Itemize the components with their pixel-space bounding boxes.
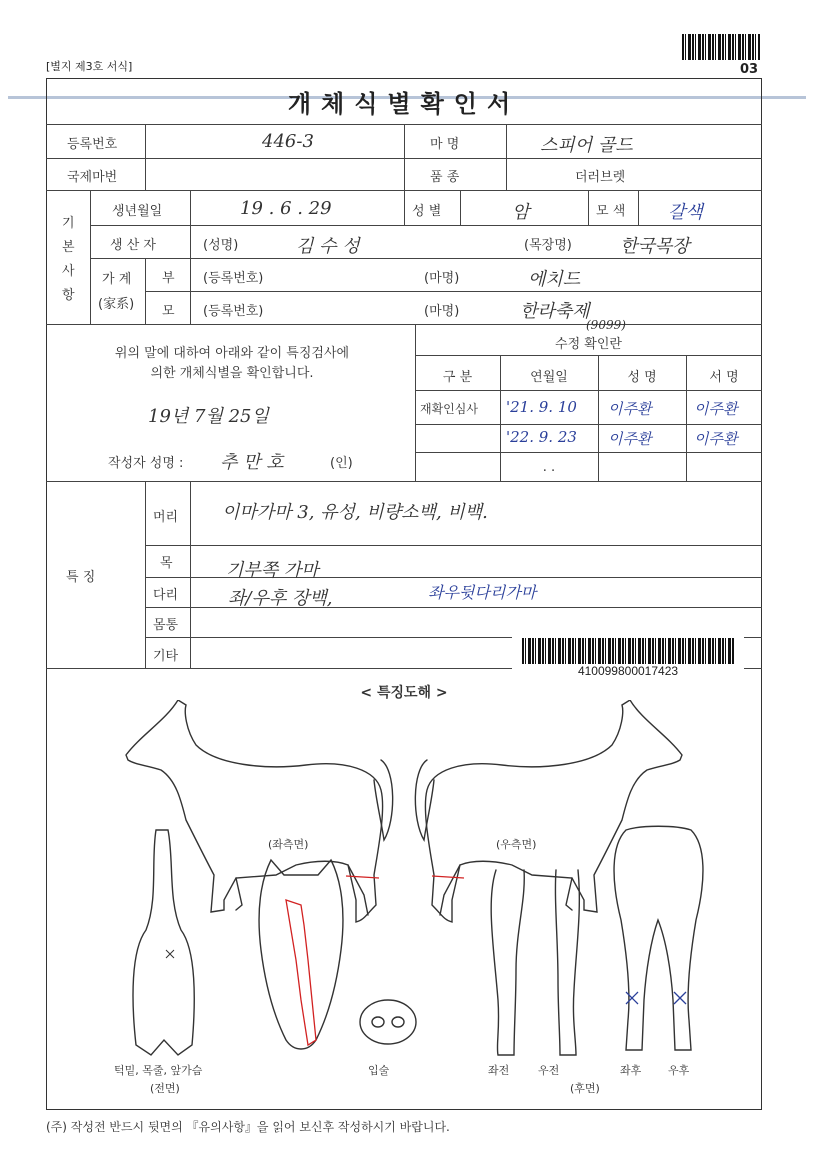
- feature-leg-value: 좌/우후 장백,: [228, 588, 333, 609]
- left-hind-label: 좌후: [620, 1064, 642, 1077]
- revision-row2-name: 이주환: [608, 430, 652, 448]
- sire-label: 부: [162, 271, 175, 286]
- reg-no-value: 446-3: [262, 131, 314, 152]
- dam-name-label: (마명): [424, 304, 460, 319]
- feature-leg-label: 다리: [153, 588, 179, 603]
- basic-section-3: 사: [62, 264, 75, 279]
- horse-diagram: [46, 700, 762, 1105]
- sex-value: 암: [512, 202, 530, 223]
- front-caption: 턱밑, 목줄, 앞가슴: [114, 1064, 203, 1077]
- rear-label: (후면): [570, 1082, 600, 1095]
- sire-name-label: (마명): [424, 271, 460, 286]
- producer-name-label: (성명): [203, 238, 239, 253]
- color-value: 갈색: [668, 202, 703, 223]
- basic-section-1: 기: [62, 216, 75, 231]
- page-number: 03: [740, 62, 759, 77]
- color-label: 모 색: [596, 204, 626, 219]
- right-side-label: (우측면): [496, 838, 537, 851]
- revision-row1-date: '21. 9. 10: [506, 398, 577, 416]
- revision-header-date: 연월일: [530, 370, 568, 385]
- dam-label: 모: [162, 304, 175, 319]
- sex-label: 성 별: [412, 204, 442, 219]
- revision-row2-sign: 이주환: [694, 430, 738, 448]
- sire-reg-label: (등록번호): [203, 271, 264, 286]
- author-label: 작성자 성명 :: [108, 456, 184, 471]
- intl-no-label: 국제마번: [67, 170, 118, 185]
- farm-value: 한국목장: [620, 236, 690, 257]
- front-label: (전면): [150, 1082, 180, 1095]
- form-note: [별지 제3호 서식]: [46, 60, 133, 73]
- confirm-date: 19년 7월 25일: [148, 406, 269, 427]
- lips-label: 입술: [368, 1064, 390, 1077]
- revision-row2-date: '22. 9. 23: [506, 428, 577, 446]
- left-side-label: (좌측면): [268, 838, 309, 851]
- right-fore-label: 우전: [538, 1064, 560, 1077]
- dam-value: 한라축제: [520, 301, 590, 322]
- basic-section-2: 본: [62, 240, 75, 255]
- footer-note: (주) 작성전 반드시 뒷면의 『유의사항』을 읽어 보신후 작성하시기 바랍니다.: [46, 1120, 450, 1134]
- sire-value: 에치드: [528, 269, 581, 290]
- revision-header-sign: 서 명: [709, 370, 739, 385]
- feature-neck-label: 목: [160, 556, 173, 571]
- revision-row1-type: 재확인심사: [420, 402, 478, 416]
- feature-head-label: 머리: [153, 510, 179, 525]
- basic-section-4: 항: [62, 288, 75, 303]
- producer-name-value: 김 수 성: [296, 236, 360, 257]
- revision-title: 수정 확인란: [555, 337, 622, 352]
- birth-value: 19 . 6 . 29: [240, 198, 332, 219]
- family-label: 가 계: [102, 272, 132, 287]
- horse-name-value: 스피어 골드: [540, 135, 633, 156]
- page-title: 개체식별확인서: [287, 90, 521, 118]
- farm-label: (목장명): [524, 238, 572, 253]
- revision-row3-date: . .: [542, 460, 556, 475]
- feature-barcode: [512, 636, 744, 682]
- top-barcode: [682, 34, 760, 60]
- features-section-label: 특 징: [66, 570, 96, 585]
- revision-header-name: 성 명: [627, 370, 657, 385]
- statement-line-2: 의한 개체식별을 확인합니다.: [150, 366, 314, 381]
- family-sub-label: (家系): [98, 297, 135, 312]
- feature-body-label: 몸통: [153, 618, 179, 633]
- dam-note: (9099): [586, 318, 626, 332]
- revision-header-type: 구 분: [442, 370, 473, 385]
- statement-line-1: 위의 말에 대하여 아래와 같이 특징검사에: [114, 346, 350, 361]
- breed-value: 더러브렛: [575, 170, 626, 185]
- author-seal: (인): [330, 456, 353, 471]
- left-fore-label: 좌전: [488, 1064, 510, 1077]
- feature-neck-value: 기부쪽 가마: [226, 560, 319, 581]
- feature-head-value: 이마가마 3, 유성, 비량소백, 비백.: [222, 502, 488, 523]
- breed-label: 품 종: [430, 170, 460, 185]
- reg-no-label: 등록번호: [67, 137, 118, 152]
- horse-name-label: 마 명: [430, 137, 460, 152]
- birth-label: 생년월일: [112, 204, 163, 219]
- dam-reg-label: (등록번호): [203, 304, 264, 319]
- author-value: 추 만 호: [220, 452, 284, 473]
- producer-label: 생 산 자: [110, 238, 156, 253]
- right-hind-label: 우후: [668, 1064, 690, 1077]
- revision-row1-sign: 이주환: [694, 400, 738, 418]
- feature-barcode-number: 410099800017423: [577, 664, 679, 678]
- revision-row1-name: 이주환: [608, 400, 652, 418]
- diagram-title: < 특징도해 >: [360, 685, 448, 701]
- feature-leg-extra: 좌우뒷다리가마: [428, 583, 537, 602]
- feature-other-label: 기타: [153, 649, 179, 664]
